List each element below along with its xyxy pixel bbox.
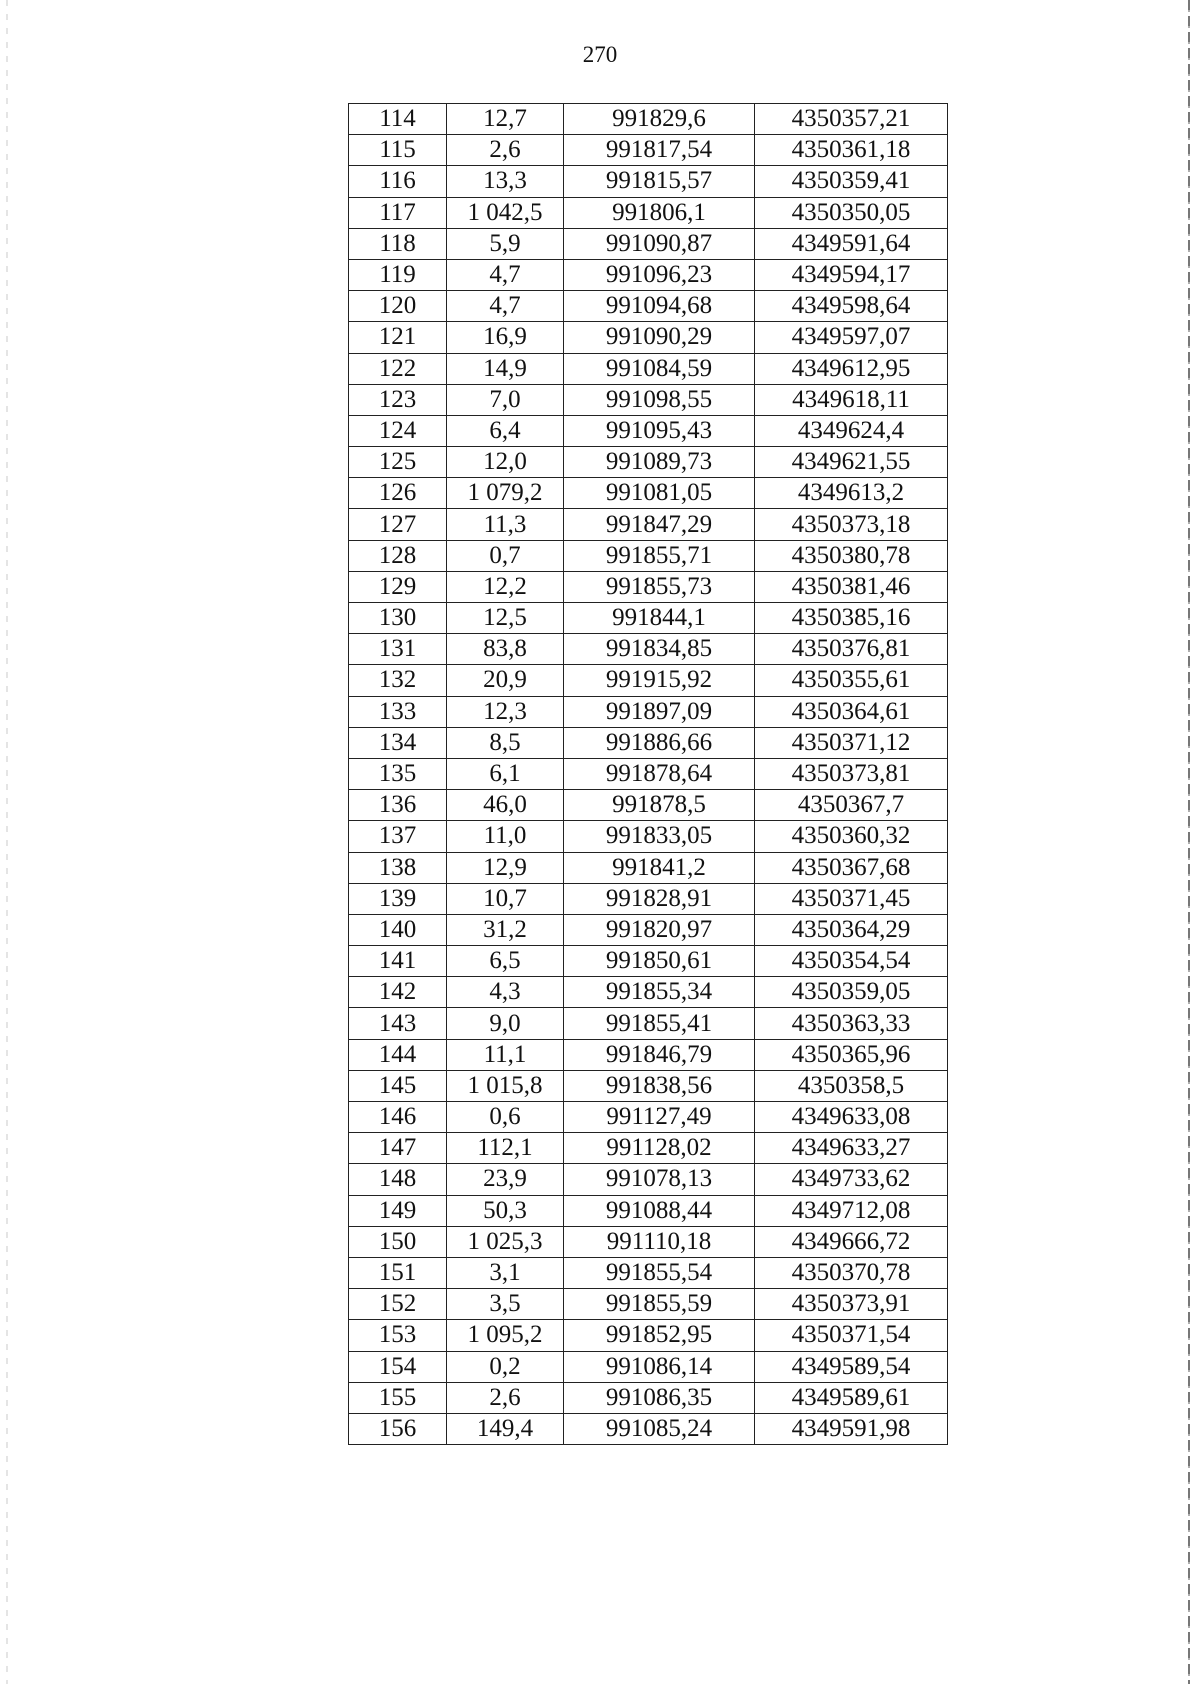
length-cell: 4,7 xyxy=(447,291,564,322)
table-row xyxy=(349,415,948,446)
point-number-cell: 149 xyxy=(349,1195,447,1226)
table-row xyxy=(349,821,948,852)
scan-edge-right xyxy=(1188,0,1190,1684)
x-coordinate-cell: 991829,6 xyxy=(564,104,755,135)
length-cell: 1 025,3 xyxy=(447,1226,564,1257)
table-row xyxy=(349,1164,948,1195)
point-number-cell: 142 xyxy=(349,977,447,1008)
x-coordinate-cell: 991855,73 xyxy=(564,571,755,602)
length-cell: 12,7 xyxy=(447,104,564,135)
table-row xyxy=(349,790,948,821)
point-number-cell: 141 xyxy=(349,946,447,977)
table-row xyxy=(349,259,948,290)
point-number-cell: 132 xyxy=(349,665,447,696)
y-coordinate-cell: 4350367,68 xyxy=(755,852,948,883)
x-coordinate-cell: 991127,49 xyxy=(564,1102,755,1133)
x-coordinate-cell: 991846,79 xyxy=(564,1039,755,1070)
table-row xyxy=(349,727,948,758)
x-coordinate-cell: 991095,43 xyxy=(564,415,755,446)
x-coordinate-cell: 991096,23 xyxy=(564,259,755,290)
table-row xyxy=(349,665,948,696)
x-coordinate-cell: 991886,66 xyxy=(564,727,755,758)
x-coordinate-cell: 991855,41 xyxy=(564,1008,755,1039)
x-coordinate-cell: 991088,44 xyxy=(564,1195,755,1226)
y-coordinate-cell: 4349733,62 xyxy=(755,1164,948,1195)
table-row xyxy=(349,1102,948,1133)
table-row xyxy=(349,1257,948,1288)
length-cell: 10,7 xyxy=(447,883,564,914)
y-coordinate-cell: 4349591,98 xyxy=(755,1413,948,1444)
table-row xyxy=(349,384,948,415)
y-coordinate-cell: 4350357,21 xyxy=(755,104,948,135)
point-number-cell: 147 xyxy=(349,1133,447,1164)
y-coordinate-cell: 4350380,78 xyxy=(755,540,948,571)
y-coordinate-cell: 4349624,4 xyxy=(755,415,948,446)
x-coordinate-cell: 991820,97 xyxy=(564,914,755,945)
table-row xyxy=(349,228,948,259)
x-coordinate-cell: 991090,87 xyxy=(564,228,755,259)
point-number-cell: 131 xyxy=(349,634,447,665)
x-coordinate-cell: 991086,14 xyxy=(564,1351,755,1382)
table-row xyxy=(349,104,948,135)
table-row xyxy=(349,914,948,945)
y-coordinate-cell: 4350355,61 xyxy=(755,665,948,696)
y-coordinate-cell: 4349594,17 xyxy=(755,259,948,290)
length-cell: 13,3 xyxy=(447,166,564,197)
y-coordinate-cell: 4350385,16 xyxy=(755,603,948,634)
x-coordinate-cell: 991090,29 xyxy=(564,322,755,353)
table-body xyxy=(349,104,948,1445)
y-coordinate-cell: 4349598,64 xyxy=(755,291,948,322)
point-number-cell: 156 xyxy=(349,1413,447,1444)
table-row xyxy=(349,758,948,789)
y-coordinate-cell: 4349666,72 xyxy=(755,1226,948,1257)
table-row xyxy=(349,603,948,634)
x-coordinate-cell: 991128,02 xyxy=(564,1133,755,1164)
point-number-cell: 144 xyxy=(349,1039,447,1070)
y-coordinate-cell: 4350376,81 xyxy=(755,634,948,665)
y-coordinate-cell: 4349633,27 xyxy=(755,1133,948,1164)
coordinates-table xyxy=(348,103,948,1445)
table-row xyxy=(349,322,948,353)
point-number-cell: 117 xyxy=(349,197,447,228)
point-number-cell: 135 xyxy=(349,758,447,789)
length-cell: 149,4 xyxy=(447,1413,564,1444)
x-coordinate-cell: 991817,54 xyxy=(564,135,755,166)
y-coordinate-cell: 4350360,32 xyxy=(755,821,948,852)
point-number-cell: 121 xyxy=(349,322,447,353)
table-row xyxy=(349,977,948,1008)
length-cell: 7,0 xyxy=(447,384,564,415)
point-number-cell: 145 xyxy=(349,1070,447,1101)
point-number-cell: 150 xyxy=(349,1226,447,1257)
length-cell: 6,4 xyxy=(447,415,564,446)
length-cell: 31,2 xyxy=(447,914,564,945)
x-coordinate-cell: 991878,5 xyxy=(564,790,755,821)
y-coordinate-cell: 4350370,78 xyxy=(755,1257,948,1288)
x-coordinate-cell: 991078,13 xyxy=(564,1164,755,1195)
x-coordinate-cell: 991085,24 xyxy=(564,1413,755,1444)
x-coordinate-cell: 991086,35 xyxy=(564,1382,755,1413)
length-cell: 16,9 xyxy=(447,322,564,353)
point-number-cell: 129 xyxy=(349,571,447,602)
x-coordinate-cell: 991844,1 xyxy=(564,603,755,634)
length-cell: 2,6 xyxy=(447,135,564,166)
point-number-cell: 115 xyxy=(349,135,447,166)
point-number-cell: 133 xyxy=(349,696,447,727)
table-row xyxy=(349,447,948,478)
length-cell: 1 079,2 xyxy=(447,478,564,509)
x-coordinate-cell: 991815,57 xyxy=(564,166,755,197)
length-cell: 20,9 xyxy=(447,665,564,696)
y-coordinate-cell: 4350373,81 xyxy=(755,758,948,789)
table-row xyxy=(349,478,948,509)
length-cell: 14,9 xyxy=(447,353,564,384)
point-number-cell: 134 xyxy=(349,727,447,758)
point-number-cell: 124 xyxy=(349,415,447,446)
length-cell: 3,5 xyxy=(447,1289,564,1320)
y-coordinate-cell: 4349621,55 xyxy=(755,447,948,478)
y-coordinate-cell: 4350361,18 xyxy=(755,135,948,166)
y-coordinate-cell: 4350371,12 xyxy=(755,727,948,758)
x-coordinate-cell: 991098,55 xyxy=(564,384,755,415)
point-number-cell: 155 xyxy=(349,1382,447,1413)
y-coordinate-cell: 4349712,08 xyxy=(755,1195,948,1226)
length-cell: 1 042,5 xyxy=(447,197,564,228)
length-cell: 12,0 xyxy=(447,447,564,478)
y-coordinate-cell: 4349612,95 xyxy=(755,353,948,384)
table-row xyxy=(349,291,948,322)
y-coordinate-cell: 4349633,08 xyxy=(755,1102,948,1133)
x-coordinate-cell: 991089,73 xyxy=(564,447,755,478)
point-number-cell: 146 xyxy=(349,1102,447,1133)
length-cell: 11,1 xyxy=(447,1039,564,1070)
x-coordinate-cell: 991806,1 xyxy=(564,197,755,228)
y-coordinate-cell: 4349597,07 xyxy=(755,322,948,353)
table-row xyxy=(349,1289,948,1320)
point-number-cell: 125 xyxy=(349,447,447,478)
table-row xyxy=(349,540,948,571)
point-number-cell: 139 xyxy=(349,883,447,914)
length-cell: 1 015,8 xyxy=(447,1070,564,1101)
length-cell: 11,3 xyxy=(447,509,564,540)
x-coordinate-cell: 991915,92 xyxy=(564,665,755,696)
length-cell: 0,6 xyxy=(447,1102,564,1133)
x-coordinate-cell: 991084,59 xyxy=(564,353,755,384)
y-coordinate-cell: 4350364,61 xyxy=(755,696,948,727)
y-coordinate-cell: 4350365,96 xyxy=(755,1039,948,1070)
y-coordinate-cell: 4350371,45 xyxy=(755,883,948,914)
x-coordinate-cell: 991850,61 xyxy=(564,946,755,977)
y-coordinate-cell: 4350363,33 xyxy=(755,1008,948,1039)
table-row xyxy=(349,946,948,977)
y-coordinate-cell: 4349589,54 xyxy=(755,1351,948,1382)
y-coordinate-cell: 4350381,46 xyxy=(755,571,948,602)
table-row xyxy=(349,852,948,883)
point-number-cell: 154 xyxy=(349,1351,447,1382)
length-cell: 50,3 xyxy=(447,1195,564,1226)
table-row xyxy=(349,1008,948,1039)
table-row xyxy=(349,1195,948,1226)
point-number-cell: 153 xyxy=(349,1320,447,1351)
x-coordinate-cell: 991852,95 xyxy=(564,1320,755,1351)
table-row xyxy=(349,197,948,228)
table-row xyxy=(349,1226,948,1257)
length-cell: 9,0 xyxy=(447,1008,564,1039)
table-row xyxy=(349,883,948,914)
length-cell: 83,8 xyxy=(447,634,564,665)
point-number-cell: 130 xyxy=(349,603,447,634)
length-cell: 1 095,2 xyxy=(447,1320,564,1351)
length-cell: 112,1 xyxy=(447,1133,564,1164)
x-coordinate-cell: 991855,34 xyxy=(564,977,755,1008)
y-coordinate-cell: 4350354,54 xyxy=(755,946,948,977)
x-coordinate-cell: 991834,85 xyxy=(564,634,755,665)
point-number-cell: 123 xyxy=(349,384,447,415)
length-cell: 12,2 xyxy=(447,571,564,602)
table-row xyxy=(349,353,948,384)
x-coordinate-cell: 991897,09 xyxy=(564,696,755,727)
length-cell: 5,9 xyxy=(447,228,564,259)
point-number-cell: 119 xyxy=(349,259,447,290)
y-coordinate-cell: 4350364,29 xyxy=(755,914,948,945)
length-cell: 12,3 xyxy=(447,696,564,727)
length-cell: 11,0 xyxy=(447,821,564,852)
y-coordinate-cell: 4350367,7 xyxy=(755,790,948,821)
x-coordinate-cell: 991081,05 xyxy=(564,478,755,509)
table-row xyxy=(349,135,948,166)
point-number-cell: 140 xyxy=(349,914,447,945)
point-number-cell: 137 xyxy=(349,821,447,852)
table-row xyxy=(349,696,948,727)
point-number-cell: 138 xyxy=(349,852,447,883)
x-coordinate-cell: 991841,2 xyxy=(564,852,755,883)
length-cell: 12,9 xyxy=(447,852,564,883)
x-coordinate-cell: 991094,68 xyxy=(564,291,755,322)
y-coordinate-cell: 4350350,05 xyxy=(755,197,948,228)
length-cell: 23,9 xyxy=(447,1164,564,1195)
length-cell: 0,2 xyxy=(447,1351,564,1382)
point-number-cell: 151 xyxy=(349,1257,447,1288)
y-coordinate-cell: 4349613,2 xyxy=(755,478,948,509)
length-cell: 8,5 xyxy=(447,727,564,758)
table-row xyxy=(349,1413,948,1444)
point-number-cell: 120 xyxy=(349,291,447,322)
scan-edge-left xyxy=(6,0,8,1684)
y-coordinate-cell: 4350359,05 xyxy=(755,977,948,1008)
y-coordinate-cell: 4349589,61 xyxy=(755,1382,948,1413)
table-row xyxy=(349,509,948,540)
x-coordinate-cell: 991838,56 xyxy=(564,1070,755,1101)
point-number-cell: 148 xyxy=(349,1164,447,1195)
point-number-cell: 152 xyxy=(349,1289,447,1320)
x-coordinate-cell: 991847,29 xyxy=(564,509,755,540)
y-coordinate-cell: 4349618,11 xyxy=(755,384,948,415)
y-coordinate-cell: 4350358,5 xyxy=(755,1070,948,1101)
table-row xyxy=(349,634,948,665)
length-cell: 2,6 xyxy=(447,1382,564,1413)
y-coordinate-cell: 4350373,91 xyxy=(755,1289,948,1320)
table-row xyxy=(349,1320,948,1351)
length-cell: 12,5 xyxy=(447,603,564,634)
point-number-cell: 127 xyxy=(349,509,447,540)
point-number-cell: 114 xyxy=(349,104,447,135)
x-coordinate-cell: 991110,18 xyxy=(564,1226,755,1257)
length-cell: 6,1 xyxy=(447,758,564,789)
point-number-cell: 143 xyxy=(349,1008,447,1039)
y-coordinate-cell: 4350371,54 xyxy=(755,1320,948,1351)
table-row xyxy=(349,1351,948,1382)
x-coordinate-cell: 991833,05 xyxy=(564,821,755,852)
x-coordinate-cell: 991855,54 xyxy=(564,1257,755,1288)
y-coordinate-cell: 4350373,18 xyxy=(755,509,948,540)
point-number-cell: 118 xyxy=(349,228,447,259)
point-number-cell: 136 xyxy=(349,790,447,821)
x-coordinate-cell: 991855,59 xyxy=(564,1289,755,1320)
table-row xyxy=(349,1133,948,1164)
y-coordinate-cell: 4349591,64 xyxy=(755,228,948,259)
length-cell: 46,0 xyxy=(447,790,564,821)
x-coordinate-cell: 991828,91 xyxy=(564,883,755,914)
x-coordinate-cell: 991855,71 xyxy=(564,540,755,571)
point-number-cell: 116 xyxy=(349,166,447,197)
point-number-cell: 126 xyxy=(349,478,447,509)
table-row xyxy=(349,1382,948,1413)
page-number: 270 xyxy=(582,42,618,67)
point-number-cell: 122 xyxy=(349,353,447,384)
length-cell: 4,7 xyxy=(447,259,564,290)
length-cell: 0,7 xyxy=(447,540,564,571)
length-cell: 6,5 xyxy=(447,946,564,977)
length-cell: 4,3 xyxy=(447,977,564,1008)
point-number-cell: 128 xyxy=(349,540,447,571)
x-coordinate-cell: 991878,64 xyxy=(564,758,755,789)
table-row xyxy=(349,1070,948,1101)
length-cell: 3,1 xyxy=(447,1257,564,1288)
table-row xyxy=(349,571,948,602)
table-row xyxy=(349,1039,948,1070)
table-row xyxy=(349,166,948,197)
y-coordinate-cell: 4350359,41 xyxy=(755,166,948,197)
